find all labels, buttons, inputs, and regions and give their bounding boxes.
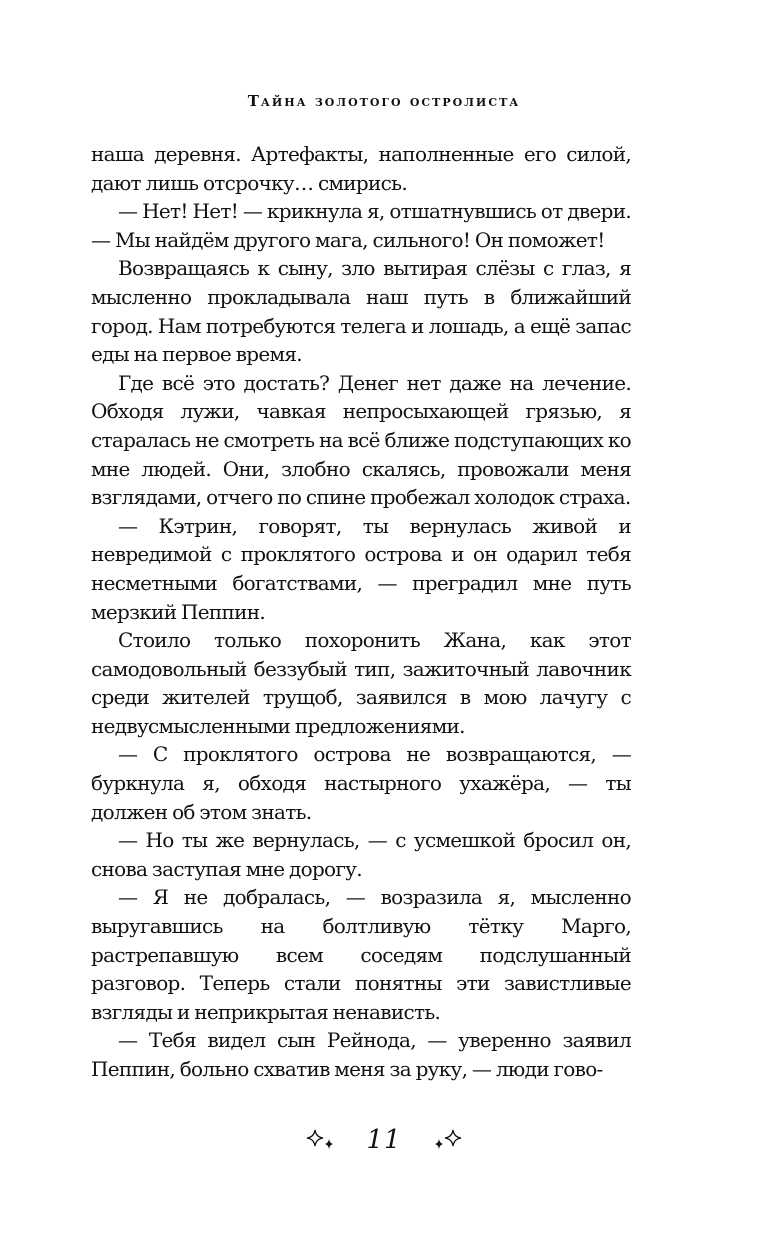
- paragraph: — Нет! Нет! — крикнула я, отшатнувшись от двери. — Мы найдём другого мага, сильного! Он поможет!: [91, 199, 631, 252]
- paragraph: наша деревня. Артефакты, наполненные его силой, дают лишь отсрочку… смирись.: [91, 142, 631, 195]
- paragraph: Где всё это достать? Денег нет даже на лечение. Обходя лужи, чавкая непросыхающей грязью, я старалась не смотреть на всё ближе подступающих ко мне людей. Они, злобно скалясь, провожали меня взглядами, отчего по спине пробежал холодок страха.: [91, 370, 631, 510]
- sparkle-icon: [430, 1128, 462, 1152]
- body-text: [91, 140, 631, 1084]
- page-footer: [0, 1120, 768, 1160]
- paragraph: Стоило только похоронить Жана, как этот самодовольный беззубый тип, зажиточный лавочник среди жителей трущоб, заявился в мою лачугу с недвусмысленными предложениями.: [91, 628, 631, 738]
- paragraph: — Но ты же вернулась, — с усмешкой бросил он, снова заступая мне дорогу.: [91, 828, 631, 881]
- running-head: Тайна золотого остролиста: [247, 92, 521, 110]
- paragraph: — Тебя видел сын Рейнода, — уверенно заявил Пеппин, больно схватив меня за руку, — люди гово-: [91, 1028, 631, 1081]
- sparkle-icon: [306, 1128, 338, 1152]
- paragraph: — Я не добралась, — возразила я, мысленно выругавшись на болтливую тётку Марго, растрепавшую всем соседям подслушанный разговор. Теперь стали понятны эти завистливые взгляды и неприкрытая ненависть.: [91, 885, 631, 1024]
- paragraph: Возвращаясь к сыну, зло вытирая слёзы с глаз, я мысленно прокладывала наш путь в ближайший город. Нам потребуются телега и лошадь, а ещё запас еды на первое время.: [91, 256, 631, 367]
- page-number: 11: [366, 1125, 402, 1155]
- paragraph: — Кэтрин, говорят, ты вернулась живой и невредимой с проклятого острова и он одарил тебя несметными богатствами, — преградил мне путь мерзкий Пеппин.: [91, 513, 631, 624]
- paragraph: — С проклятого острова не возвращаются, — буркнула я, обходя настырного ухажёра, — ты должен об этом знать.: [91, 742, 631, 824]
